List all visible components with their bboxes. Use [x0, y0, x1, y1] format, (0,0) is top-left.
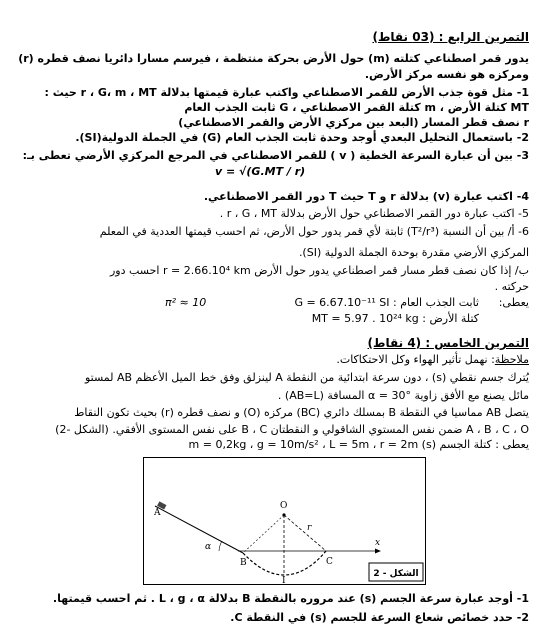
ex4-line: المركزي الأرضي مقدرة بوحدة الجملة الدولية (SI).: [298, 246, 529, 259]
given-mt: كتلة الأرض : MT = 5.97 . 10²⁴ kg: [311, 312, 479, 325]
given-pi: π² ≈ 10: [165, 296, 207, 309]
ex4-q2: 2- باستعمال التحليل البعدي أوجد وحدة ثابت الجذب العام (G) في الجملة الدولية(SI).: [75, 131, 529, 144]
ex4-q1: 1- مثل قوة جذب الأرض للقمر الاصطناعي واكتب عبارة قيمتها بدلالة r ، G، m ، MT حيث :: [44, 86, 529, 99]
label-I: I: [282, 576, 286, 586]
given-label: يعطى:: [498, 296, 529, 309]
center-O: [282, 513, 285, 516]
ex5-line: A ، B ، C ، O ضمن نفس المستوي الشاقولي و النقطتان B ، C على نفس المستوى الأفقي. (الشكل -2): [55, 423, 529, 436]
ex5-q2: 2- حدد خصائص شعاع السرعة للجسم (s) في النقطة C.: [230, 611, 529, 624]
label-B: B: [240, 558, 247, 568]
exercise4-title: التمرين الرابع : (03 نقاط): [372, 30, 529, 44]
ex4-q5: 5- اكتب عبارة دور القمر الاصطناعي حول الأرض بدلالة r ، G ، MT .: [219, 207, 529, 220]
ex4-q6a: 6- أ/ بين أن النسبة (T²/r³) ثابتة لأي قمر يدور حول الأرض، ثم احسب قيمتها العددية في المعلم: [99, 225, 529, 238]
figure-2: [143, 457, 426, 585]
ex4-q3: 3- بين أن عبارة السرعة الخطية ( v ) للقمر الاصطناعي في المرجع المركزي الأرضي تعطى بـ:: [22, 149, 529, 162]
ex5-line: يتصل AB مماسيا في النقطة B بمسلك دائري (BC) مركزه (O) و نصف قطره (r) بحيث تكون النقاط: [74, 406, 529, 419]
ex4-line: ومركزه هو نفسه مركز الأرض.: [364, 68, 529, 81]
note-text: : نهمل تأثير الهواء وكل الاحتكاكات.: [336, 353, 495, 366]
figure-caption: الشكل - 2: [373, 569, 419, 579]
label-r: r: [307, 523, 312, 533]
label-O: O: [280, 501, 288, 511]
given-g: ثابت الجذب العام : G = 6.67.10⁻¹¹ SI: [294, 296, 479, 309]
label-C: C: [326, 557, 333, 567]
label-alpha: α: [205, 542, 212, 552]
ex4-line: r نصف قطر المسار (البعد بين مركزي الأرض والقمر الاصطناعي): [178, 116, 529, 129]
ex5-line: يُترك جسم نقطي (s) ، دون سرعة ابتدائية من النقطة A لينزلق وفق خط الميل الأعظم AB لمستو: [84, 371, 529, 384]
ex4-line: حركته .: [494, 280, 529, 293]
label-x: x: [375, 538, 381, 548]
note-label: ملاحظة: [494, 353, 529, 366]
ex4-q6b: ب/ إذا كان نصف قطر مسار قمر اصطناعي يدور حول الأرض r = 2.66.10⁴ km احسب دور: [109, 264, 529, 277]
ex4-line: MT كتلة الأرض ، m كتلة القمر الاصطناعي ، G ثابت الجذب العام: [184, 101, 529, 114]
exercise5-title: التمرين الخامس : (4 نقاط): [367, 336, 529, 350]
formula-v: v = √(G.MT / r): [215, 165, 306, 178]
ex4-q4: 4- اكتب عبارة (v) بدلالة r و T حيث T دور القمر الاصطناعي.: [203, 190, 529, 203]
ex4-line: يدور قمر اصطناعي كتلته (m) حول الأرض بحركة منتظمة ، فيرسم مسارا دائريا نصف قطره (r): [18, 52, 529, 65]
ex5-line: مائل يصنع مع الأفق زاوية α = 30° المسافة (AB=L) .: [277, 389, 529, 402]
ex5-given: يعطى : كتلة الجسم (s) m = 0,2kg ، g = 10m/s² ، L = 5m ، r = 2m: [188, 438, 529, 451]
label-A: A: [154, 508, 161, 518]
ex5-note: [50, 353, 529, 367]
ex5-q1: 1- أوجد عبارة سرعة الجسم (s) عند مروره بالنقطة B بدلالة L ، g ، α . ثم احسب قيمتها.: [52, 592, 529, 605]
